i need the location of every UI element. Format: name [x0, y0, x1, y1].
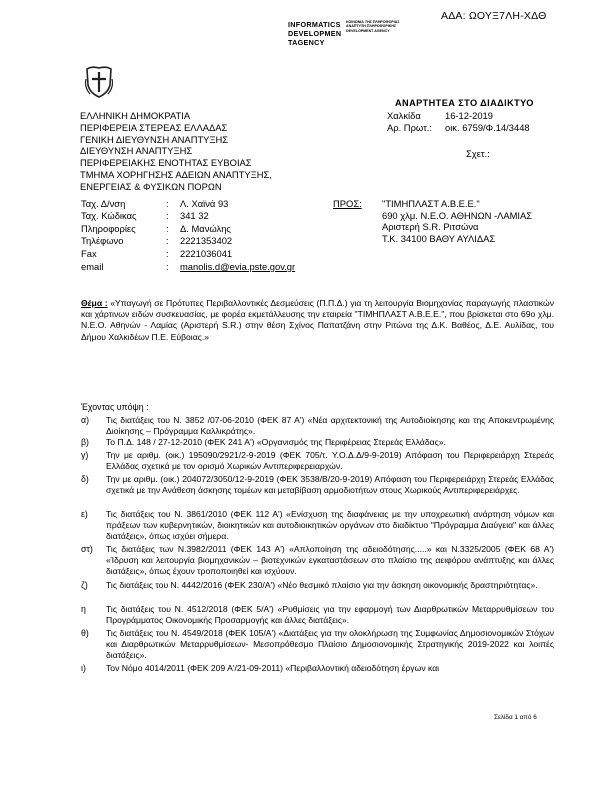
recipient-label: ΠΡΟΣ: [333, 198, 362, 209]
sender-line: ΕΛΛΗΝΙΚΗ ΔΗΜΟΚΡΑΤΙΑ [80, 110, 191, 121]
item-text: Τις διατάξεις του Ν. 4549/2018 (ΦΕΚ 105/Α') «Διατάξεις για την ολοκλήρωση της Συμφωνίας Δημοσιονομικών Στόχων και Διαρθρωτικών Μεταρρυθμίσεων- Μεσοπρόθεσμο Πλαίσιο Δημοσιονομικής Στρατηγικής 2019-2022 και λοιπές διατάξεις». [106, 628, 554, 660]
item-letter: ε) [81, 509, 88, 519]
contact-label-address: Ταχ. Δ/νση [81, 198, 126, 209]
ada-code: ΑΔΑ: ΩΟΥΞ7ΛΗ-ΧΔΘ [441, 10, 547, 22]
logo-line: TAGENCY [288, 38, 325, 47]
item-letter: δ) [81, 474, 89, 484]
subject-paragraph [81, 298, 554, 343]
logo-small-text: ΚΟΙΝΩΝΙΑ ΤΗΣ ΠΛΗΡΟΦΟΡΙΑΣ ΑΝΑΠΤΥΞΗ ΠΛΗΡΟΦΟΡΙΚΗΣ DEVELOPMENT AGENCY [346, 20, 400, 33]
contact-value-phone: 2221353402 [180, 235, 233, 246]
subject-label: Θέμα : [81, 298, 108, 308]
sender-line: ΠΕΡΙΦΕΡΕΙΑ ΣΤΕΡΕΑΣ ΕΛΛΑΔΑΣ [80, 121, 228, 133]
sender-line: ΤΜΗΜΑ ΧΟΡΗΓΗΣΗΣ ΑΔΕΙΩΝ ΑΝΑΠΤΥΞΗΣ, [80, 168, 272, 180]
item-letter: ι) [81, 663, 86, 673]
item-text: Τις διατάξεις του Ν. 4512/2018 (ΦΕΚ 5/Α') «Ρυθμίσεις για την εφαρμογή των Διαρθρωτικών Μεταρρυθμίσεων του Προγράμματος Οικονομικής Προσαρμογής και άλλες διατάξεις». [106, 604, 554, 625]
item-text: Το Π.Δ. 148 / 27-12-2010 (ΦΕΚ 241 Α') «Οργανισμός της Περιφέρειας Στερεάς Ελλάδας». [106, 437, 446, 447]
contact-value-postcode: 341 32 [180, 210, 209, 221]
sender-line: ΔΙΕΥΘΥΝΣΗ ΑΝΑΠΤΥΞΗΣ [80, 145, 193, 157]
contact-colon: : [166, 223, 169, 234]
posting-notice: ΑΝΑΡΤΗΤΕΑ ΣΤΟ ΔΙΑΔΙΚΤΥΟ [395, 98, 534, 108]
item-letter: α) [81, 415, 90, 425]
protocol-label: Αρ. Πρωτ.: [387, 122, 432, 133]
document-date: 16-12-2019 [445, 110, 493, 121]
contact-colon: : [166, 261, 169, 272]
subject-text: «Υπαγωγή σε Πρότυπες Περιβαλλοντικές Δεσμεύσεις (Π.Π.Δ.) για τη λειτουργία Βιομηχανίας παραγωγής πλαστικών και χάρτινων ειδών συσκευασίας, με φορέα εκμετάλλευσης την εταιρεία "ΤΙΜΗΠΛΑΣΤ Α.Β.Ε.Ε.", που βρίσκεται στο 69ο χλμ. Ν.Ε.Ο. Αθηνών - Λαμίας (Αριστερή S.R.) στην θέση Σχίνος Παπατζάνη στην Ριτώνα της Δ.Κ. Βαθέος, Δ.Ε. Αυλίδας, του Δήμου Χαλκιδέων Π.Ε. Εύβοιας.» [81, 298, 554, 342]
item-letter: θ) [81, 628, 89, 638]
contact-colon: : [166, 198, 169, 209]
contact-value-info: Δ. Μανώλης [180, 223, 231, 234]
contact-label-fax: Fax [81, 248, 97, 259]
contact-label-info: Πληροφορίες [81, 223, 136, 234]
contact-colon: : [166, 248, 169, 259]
item-text: Την με αριθμ. (οικ.) 204072/3050/12-9-2019 (ΦΕΚ 3538/Β/20-9-2019) Απόφαση του Περιφερειάρχη Στερεάς Ελλάδας σχετικά με την Ανάθεση άσκησης τομέων και μεταβίβαση αρμοδιοτήτων στους Χωρικούς Αντιπεριφερειάρχες. [106, 474, 554, 495]
contact-label-postcode: Ταχ. Κώδικας [81, 210, 137, 221]
sender-line: ΕΝΕΡΓΕΙΑΣ & ΦΥΣΙΚΩΝ ΠΟΡΩΝ [80, 180, 222, 192]
greek-coat-of-arms-icon [84, 65, 114, 99]
recipient-block [382, 198, 532, 245]
item-letter: στ) [81, 544, 93, 554]
item-text: Την με αριθμ. (οικ.) 195090/2921/2-9-2019 (ΦΕΚ 705/τ. Υ.Ο.Δ.Δ/9-9-2019) Απόφαση του Περιφερειάρχη Στερεάς Ελλάδας σχετικά με τον ορισμό Χωρικών Αντιπεριφερειαρχών. [106, 450, 554, 471]
informatics-agency-logo [288, 20, 341, 47]
contact-colon: : [166, 210, 169, 221]
page-number: Σελίδα 1 από 6 [494, 714, 537, 721]
item-text: Τις διατάξεις του Ν. 4442/2016 (ΦΕΚ 230/Α') «Νέο θεσμικό πλαίσιο για την άσκηση οικονομικής δραστηριότητας». [106, 580, 538, 590]
protocol-number: οικ. 6759/Φ.14/3448 [445, 122, 530, 133]
recipient-line: 690 χλμ. Ν.Ε.Ο. ΑΘΗΝΩΝ -ΛΑΜΙΑΣ [382, 209, 533, 221]
contact-colon: : [166, 235, 169, 246]
recipient-line: Τ.Κ. 34100 ΒΑΘΥ ΑΥΛΙΔΑΣ [382, 233, 496, 245]
item-letter: γ) [81, 450, 89, 460]
item-text: Τις διατάξεις του Ν. 3861/2010 (ΦΕΚ 112 Α') «Ενίσχυση της διαφάνειας με την υποχρεωτική ανάρτηση νόμων και πράξεων των κυβερνητικών, διοικητικών και αυτοδιοικητικών οργάνων στο διαδίκτυο "Πρόγραμμα Διαύγεια" και άλλες διατάξεις», όπως ισχύει σήμερα. [106, 509, 554, 541]
sender-block [80, 110, 272, 193]
item-text: Τις διατάξεις του Ν. 3852 /07-06-2010 (ΦΕΚ 87 Α') «Νέα αρχιτεκτονική της Αυτοδιοίκησης και της Αποκεντρωμένης Διοίκησης – Πρόγραμμα Καλλικράτης». [106, 415, 554, 436]
recipient-line: Αριστερή S.R. Ριτσώνα [382, 221, 479, 233]
reference-label: Σχετ.: [466, 148, 490, 159]
considerations-heading: Έχοντας υπόψη : [81, 402, 149, 412]
sender-line: ΠΕΡΙΦΕΡΕΙΑΚΗΣ ΕΝΟΤΗΤΑΣ ΕΥΒΟΙΑΣ [80, 157, 252, 169]
contact-value-fax: 2221036041 [180, 248, 233, 259]
logo-line: DEVELOPMEN [288, 29, 342, 38]
recipient-line: "ΤΙΜΗΠΛΑΣΤ Α.Β.Ε.Ε." [382, 198, 480, 209]
contact-label-phone: Τηλέφωνο [81, 235, 124, 246]
item-letter: ζ) [81, 580, 88, 590]
logo-line: INFORMATICS [288, 20, 341, 29]
contact-label-email: email [81, 261, 104, 272]
item-letter: β) [81, 437, 89, 447]
place-label: Χαλκίδα [387, 110, 421, 121]
item-text: Τις διατάξεις των Ν.3982/2011 (ΦΕΚ 143 Α') «Απλοποίηση της αδειοδότησης.....» και Ν.3325/2005 (ΦΕΚ 68 Α') «Ίδρυση και λειτουργία βιομηχανικών – βιοτεχνικών εγκαταστάσεων στο πλαίσιο της αειφόρου ανάπτυξης και άλλες διατάξεις», όπως έχουν τροποποιηθεί και ισχύουν. [106, 544, 554, 576]
item-text: Τον Νόμο 4014/2011 (ΦΕΚ 209 Α'/21-09-2011) «Περιβαλλοντική αδειοδότηση έργων και [106, 663, 440, 673]
email-link[interactable]: manolis.d@evia.pste.gov.gr [180, 261, 296, 272]
sender-line: ΓΕΝΙΚΗ ΔΙΕΥΘΥΝΣΗ ΑΝΑΠΤΥΞΗΣ [80, 133, 229, 145]
item-letter: η [81, 604, 86, 614]
contact-value-address: Λ. Χαϊνά 93 [180, 198, 229, 209]
